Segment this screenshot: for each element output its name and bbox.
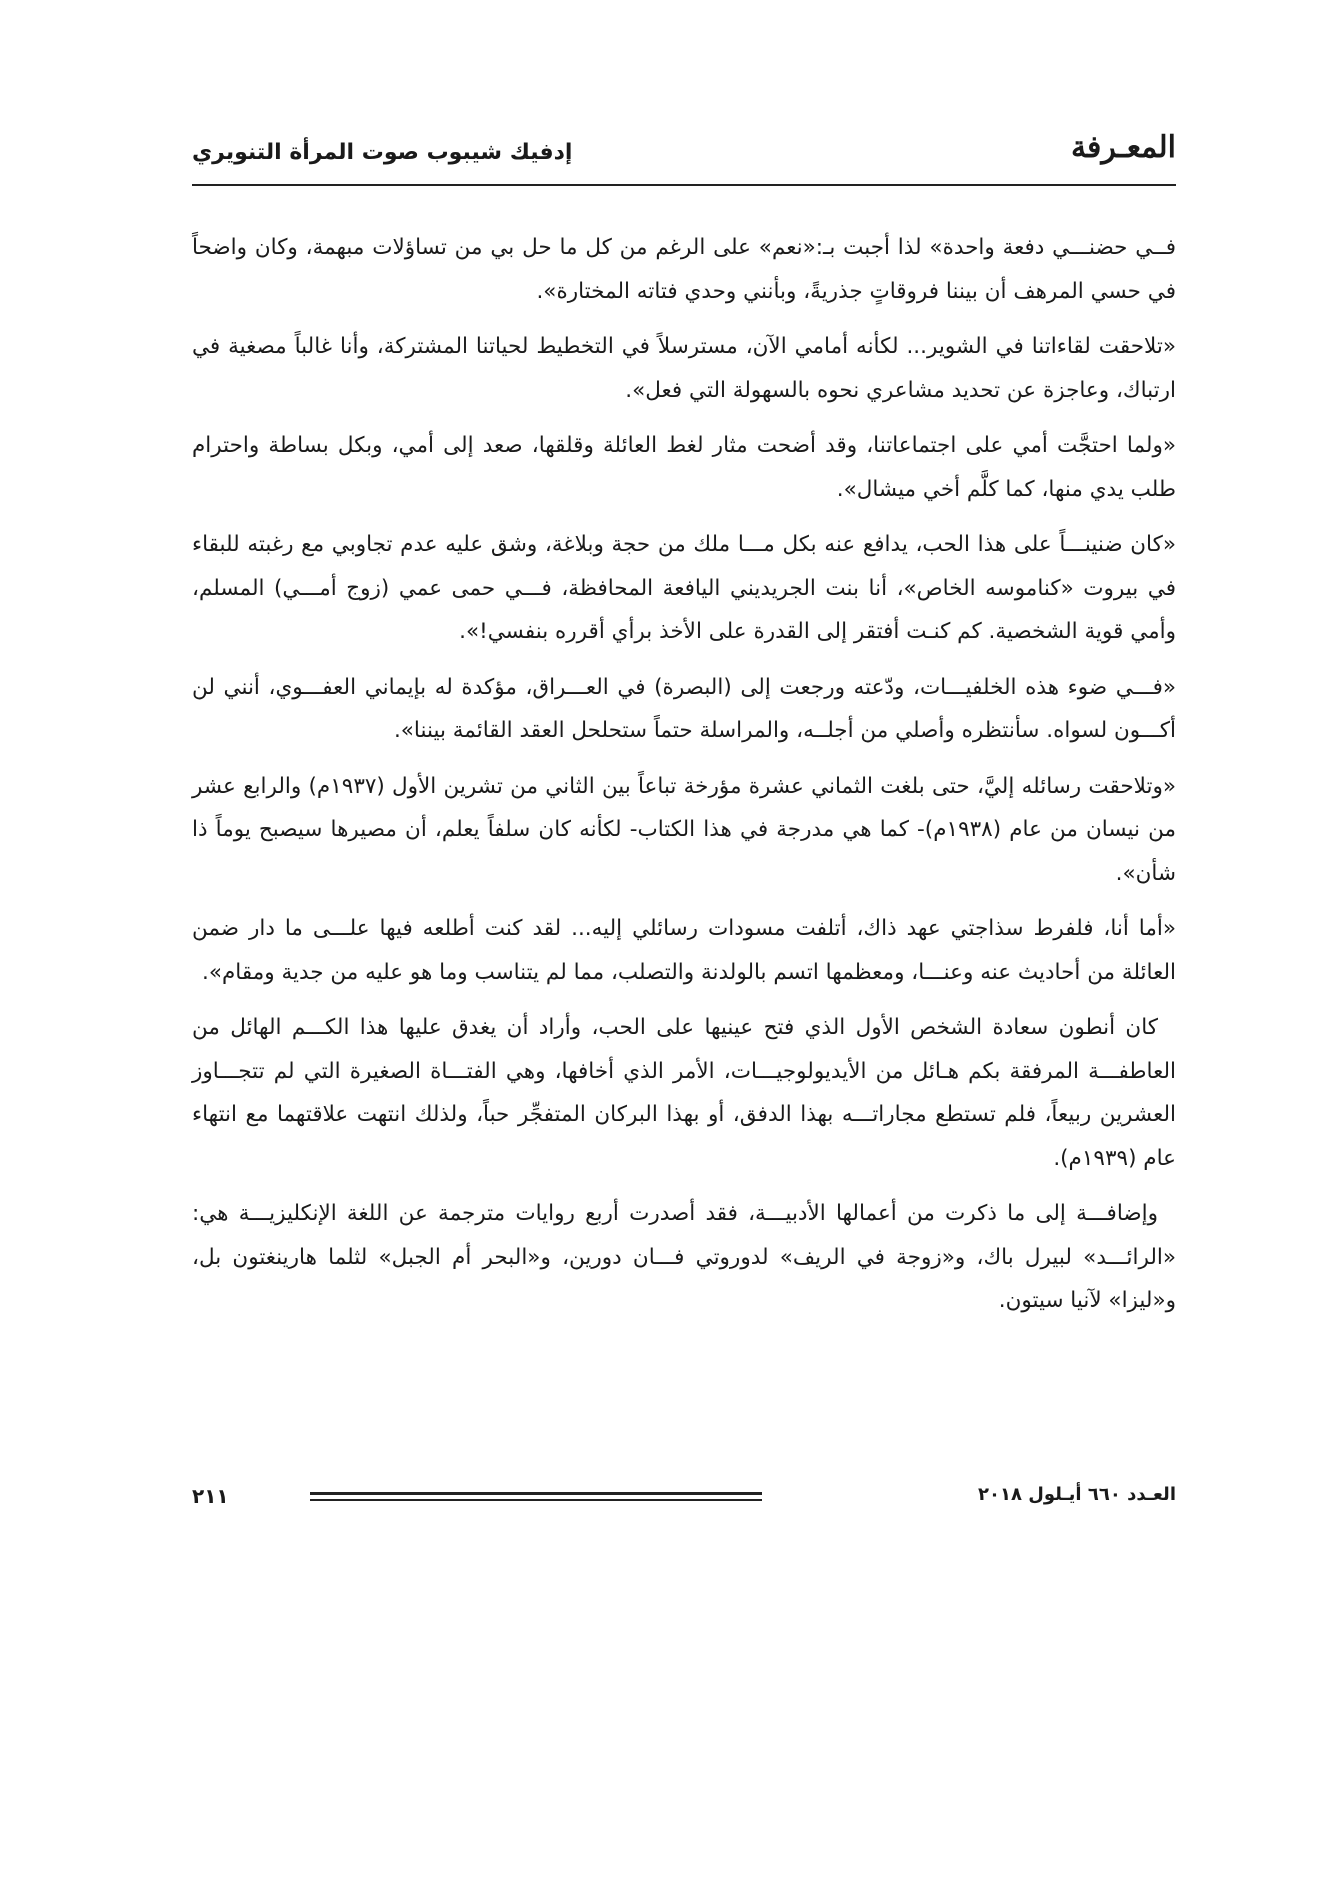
paragraph: «فـــي ضوء هذه الخلفيـــات، ودّعته ورجعت إلى (البصرة) في العـــراق، مؤكدة له بإيماني العفـــوي، أنني لن أكـــون لسواه. سأنتظره وأصلي من أجلــه، والمراسلة حتماً ستحلحل العقد القائمة بيننا». <box>192 674 1176 743</box>
paragraph: وإضافـــة إلى ما ذكرت من أعمالها الأدبيـــة، فقد أصدرت أربع روايات مترجمة عن اللغة الإنكليزيـــة هي: «الرائـــد» لبيرل باك، و«زوجة في الريف» لدوروتي فـــان دورين، و«البحر أم الجبل» لثلما هارينغتون بل، و«ليزا» لآنيا سيتون. <box>192 1201 1176 1313</box>
paragraph: «كان ضنينـــاً على هذا الحب، يدافع عنه بكل مـــا ملك من حجة وبلاغة، وشق عليه عدم تجاوبي مع رغبته للبقاء في بيروت «كناموسه الخاص»، أنا بنت الجريديني اليافعة المحافظة، فـــي حمى عمي (زوج أمـــي) المسلم، وأمي قوية الشخصية. كم كنـت أفتقر إلى القدرة على الأخذ برأي أقرره بنفسي!». <box>192 532 1176 644</box>
footer-divider <box>310 1499 762 1501</box>
page-footer <box>192 1484 1176 1514</box>
magazine-logo: المعـرفة <box>1070 130 1176 165</box>
paragraph: فــي حضنـــي دفعة واحدة» لذا أجبت بـ:«نعم» على الرغم من كل ما حل بي من تساؤلات مبهمة، وكان واضحاً في حسي المرهف أن بيننا فروقاتٍ جذريةً، وبأنني وحدي فتاته المختارة». <box>192 235 1176 304</box>
page-header <box>192 126 1176 186</box>
page-number: ٢١١ <box>192 1484 229 1508</box>
paragraph: كان أنطون سعادة الشخص الأول الذي فتح عينيها على الحب، وأراد أن يغدق عليها هذا الكـــم الهائل من العاطفـــة المرفقة بكم هـائل من الأيديولوجيـــات، الأمر الذي أخافها، وهي الفتـــاة الصغيرة التي لم تتجـــاوز العشرين ربيعاً، فلم تستطع مجاراتـــه بهذا الدفق، أو بهذا البركان المتفجِّر حباً، ولذلك انتهت علاقتهما مع انتهاء عام (١٩٣٩م). <box>192 1015 1176 1171</box>
issue-info: العـدد ٦٦٠ أيـلول ٢٠١٨ <box>978 1484 1176 1505</box>
paragraph: «أما أنا، فلفرط سذاجتي عهد ذاك، أتلفت مسودات رسائلي إليه... لقد كنت أطلعه فيها علـــى ما دار ضمن العائلة من أحاديث عنه وعنـــا، ومعظمها اتسم بالولدنة والتصلب، مما لم يتناسب وما هو عليه من جدية ومقام». <box>192 916 1176 985</box>
paragraph: «ولما احتجَّت أمي على اجتماعاتنا، وقد أضحت مثار لغط العائلة وقلقها، صعد إلى أمي، وبكل بساطة واحترام طلب يدي منها، كما كلَّم أخي ميشال». <box>192 433 1176 502</box>
article-title: إدفيك شيبوب صوت المرأة التنويري <box>192 140 573 165</box>
header-divider <box>192 184 1176 186</box>
paragraph: «وتلاحقت رسائله إليَّ، حتى بلغت الثماني عشرة مؤرخة تباعاً بين الثاني من تشرين الأول (١٩٣٧م) والرابع عشر من نيسان من عام (١٩٣٨م)- كما هي مدرجة في هذا الكتاب- لكأنه كان سلفاً يعلم، أن مصيرها سيصبح يوماً ذا شأن». <box>192 773 1176 886</box>
footer-divider <box>310 1492 762 1495</box>
paragraph: «تلاحقت لقاءاتنا في الشوير... لكأنه أمامي الآن، مسترسلاً في التخطيط لحياتنا المشتركة، وأنا غالباً مصغية في ارتباك، وعاجزة عن تحديد مشاعري نحوه بالسهولة التي فعل». <box>192 334 1176 403</box>
article-body <box>192 226 1176 1335</box>
